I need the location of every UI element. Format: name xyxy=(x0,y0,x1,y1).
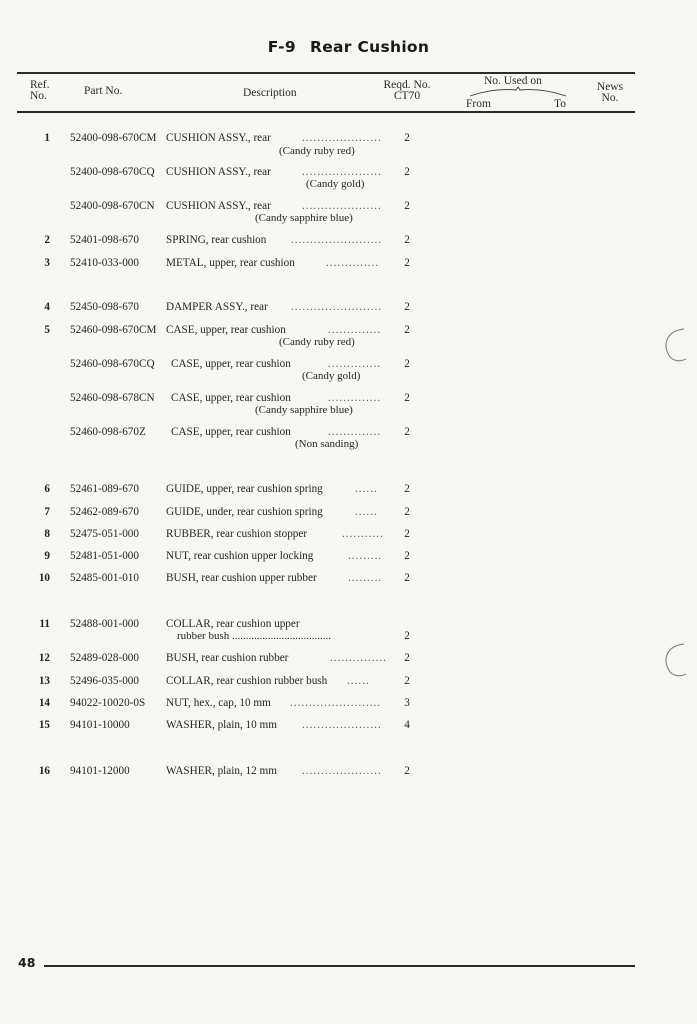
row-part-no: 52400-098-670CQ xyxy=(70,166,155,178)
row-qty: 2 xyxy=(404,572,410,584)
row-dots: ......... xyxy=(348,550,383,562)
row-ref: 6 xyxy=(44,483,50,495)
row-qty: 2 xyxy=(404,234,410,246)
header-reqd-line2: CT70 xyxy=(393,90,421,102)
row-part-no: 52450-098-670 xyxy=(70,301,139,313)
binder-hole-mark xyxy=(660,325,690,365)
row-dots: ...... xyxy=(355,483,378,495)
row-qty: 2 xyxy=(404,630,410,642)
row-part-no: 52400-098-670CN xyxy=(70,200,155,212)
row-qty: 2 xyxy=(404,301,410,313)
row-ref: 15 xyxy=(38,719,50,731)
row-sub: (Non sanding) xyxy=(295,438,359,450)
row-ref: 2 xyxy=(44,234,50,246)
page-title xyxy=(0,38,697,56)
row-dots: .............. xyxy=(328,324,382,336)
row-ref: 10 xyxy=(38,572,50,584)
row-description: NUT, hex., cap, 10 mm xyxy=(166,697,271,709)
row-ref: 11 xyxy=(39,618,50,630)
header-used-on: No. Used on xyxy=(484,75,542,87)
row-sub: (Candy ruby red) xyxy=(279,145,355,157)
row-dots: ........... xyxy=(342,528,384,540)
row-sub: (Candy gold) xyxy=(302,370,361,382)
row-qty: 2 xyxy=(404,652,410,664)
row-dots: ..................... xyxy=(302,132,382,144)
row-ref: 8 xyxy=(44,528,50,540)
row-dots: ........................ xyxy=(290,697,382,709)
row-part-no: 52401-098-670 xyxy=(70,234,139,246)
row-qty: 2 xyxy=(404,392,410,404)
row-ref: 9 xyxy=(44,550,50,562)
row-description: DAMPER ASSY., rear xyxy=(166,301,268,313)
row-description: WASHER, plain, 10 mm xyxy=(166,719,277,731)
row-description: CUSHION ASSY., rear xyxy=(166,166,271,178)
used-on-brace xyxy=(468,86,568,98)
row-description: BUSH, rear cushion upper rubber xyxy=(166,572,317,584)
row-part-no: 52488-001-000 xyxy=(70,618,139,630)
row-description: COLLAR, rear cushion rubber bush xyxy=(166,675,328,687)
row-dots: ........................ xyxy=(291,301,383,313)
row-sub: (Candy gold) xyxy=(306,178,365,190)
header-to: To xyxy=(554,98,566,110)
row-description: CASE, upper, rear cushion xyxy=(166,324,286,336)
row-dots: ...... xyxy=(347,675,370,687)
header-news-line1: News xyxy=(596,81,624,93)
row-qty: 2 xyxy=(404,528,410,540)
row-description: SPRING, rear cushion xyxy=(166,234,267,246)
row-ref: 7 xyxy=(44,506,50,518)
row-qty: 2 xyxy=(404,166,410,178)
row-ref: 3 xyxy=(44,257,50,269)
header-reqd-line1: Reqd. No. xyxy=(383,79,431,91)
header-news-line2: No. xyxy=(601,92,619,104)
header-reqd xyxy=(372,80,442,102)
header-top-rule xyxy=(17,72,635,74)
row-part-no: 52410-033-000 xyxy=(70,257,139,269)
row-qty: 2 xyxy=(404,324,410,336)
row-part-no: 94022-10020-0S xyxy=(70,697,146,709)
row-part-no: 52475-051-000 xyxy=(70,528,139,540)
row-part-no: 52496-035-000 xyxy=(70,675,139,687)
row-qty: 2 xyxy=(404,426,410,438)
row-part-no: 52460-098-670Z xyxy=(70,426,146,438)
row-qty: 2 xyxy=(404,132,410,144)
row-part-no: 52481-051-000 xyxy=(70,550,139,562)
row-description: CASE, upper, rear cushion xyxy=(171,392,291,404)
row-qty: 4 xyxy=(404,719,410,731)
row-description: BUSH, rear cushion rubber xyxy=(166,652,289,664)
row-ref: 16 xyxy=(38,765,50,777)
row-ref: 1 xyxy=(44,132,50,144)
header-bottom-rule xyxy=(17,111,635,113)
row-description: WASHER, plain, 12 mm xyxy=(166,765,277,777)
row-dots: ..................... xyxy=(302,166,382,178)
row-part-no: 94101-10000 xyxy=(70,719,130,731)
row-dots: ..................... xyxy=(302,200,382,212)
row-sub: (Candy ruby red) xyxy=(279,336,355,348)
page-title-code: F-9 xyxy=(267,38,296,56)
row-sub: (Candy sapphire blue) xyxy=(255,404,353,416)
row-qty: 2 xyxy=(404,257,410,269)
row-description: GUIDE, upper, rear cushion spring xyxy=(166,483,323,495)
row-description: CUSHION ASSY., rear xyxy=(166,132,271,144)
row-description: CASE, upper, rear cushion xyxy=(171,358,291,370)
row-qty: 3 xyxy=(404,697,410,709)
row-description: CUSHION ASSY., rear xyxy=(166,200,271,212)
header-ref-line2: No. xyxy=(30,90,47,102)
row-description: NUT, rear cushion upper locking xyxy=(166,550,314,562)
row-qty: 2 xyxy=(404,765,410,777)
row-dots: .............. xyxy=(328,358,382,370)
row-dots: ..................... xyxy=(302,719,382,731)
row-dots: ...... xyxy=(355,506,378,518)
header-ref-line1: Ref. xyxy=(30,79,50,91)
row-part-no: 52460-098-670CQ xyxy=(70,358,155,370)
row-ref: 14 xyxy=(38,697,50,709)
header-ref xyxy=(30,80,49,102)
row-dots: ......... xyxy=(348,572,383,584)
row-description: RUBBER, rear cushion stopper xyxy=(166,528,308,540)
binder-hole-mark xyxy=(660,640,690,680)
header-from: From xyxy=(466,98,491,110)
row-description: CASE, upper, rear cushion xyxy=(171,426,291,438)
row-description: COLLAR, rear cushion upper xyxy=(166,618,300,630)
row-ref: 13 xyxy=(38,675,50,687)
row-description: GUIDE, under, rear cushion spring xyxy=(166,506,323,518)
row-description: METAL, upper, rear cushion xyxy=(166,257,295,269)
row-sub: (Candy sapphire blue) xyxy=(255,212,353,224)
row-part-no: 94101-12000 xyxy=(70,765,130,777)
row-part-no: 52489-028-000 xyxy=(70,652,139,664)
row-ref: 12 xyxy=(38,652,50,664)
row-dots: .............. xyxy=(326,257,380,269)
page-title-text: Rear Cushion xyxy=(310,38,430,56)
row-part-no: 52460-098-670CM xyxy=(70,324,157,336)
row-part-no: 52462-089-670 xyxy=(70,506,139,518)
row-dots: ............... xyxy=(330,652,387,664)
row-qty: 2 xyxy=(404,483,410,495)
row-ref: 4 xyxy=(44,301,50,313)
row-dots: ........................ xyxy=(291,234,383,246)
row-qty: 2 xyxy=(404,200,410,212)
row-dots: .............. xyxy=(328,392,382,404)
header-news xyxy=(588,82,632,104)
row-qty: 2 xyxy=(404,675,410,687)
row-sub: rubber bush .................................... xyxy=(177,630,331,642)
header-part-no: Part No. xyxy=(84,85,123,97)
header-description: Description xyxy=(243,87,297,99)
row-qty: 2 xyxy=(404,550,410,562)
row-part-no: 52461-089-670 xyxy=(70,483,139,495)
row-qty: 2 xyxy=(404,506,410,518)
footer-rule xyxy=(44,965,635,967)
row-part-no: 52400-098-670CM xyxy=(70,132,157,144)
page-number: 48 xyxy=(18,955,36,970)
row-part-no: 52485-001-010 xyxy=(70,572,139,584)
row-dots: .............. xyxy=(328,426,382,438)
row-ref: 5 xyxy=(44,324,50,336)
row-part-no: 52460-098-678CN xyxy=(70,392,155,404)
row-qty: 2 xyxy=(404,358,410,370)
row-dots: ..................... xyxy=(302,765,382,777)
